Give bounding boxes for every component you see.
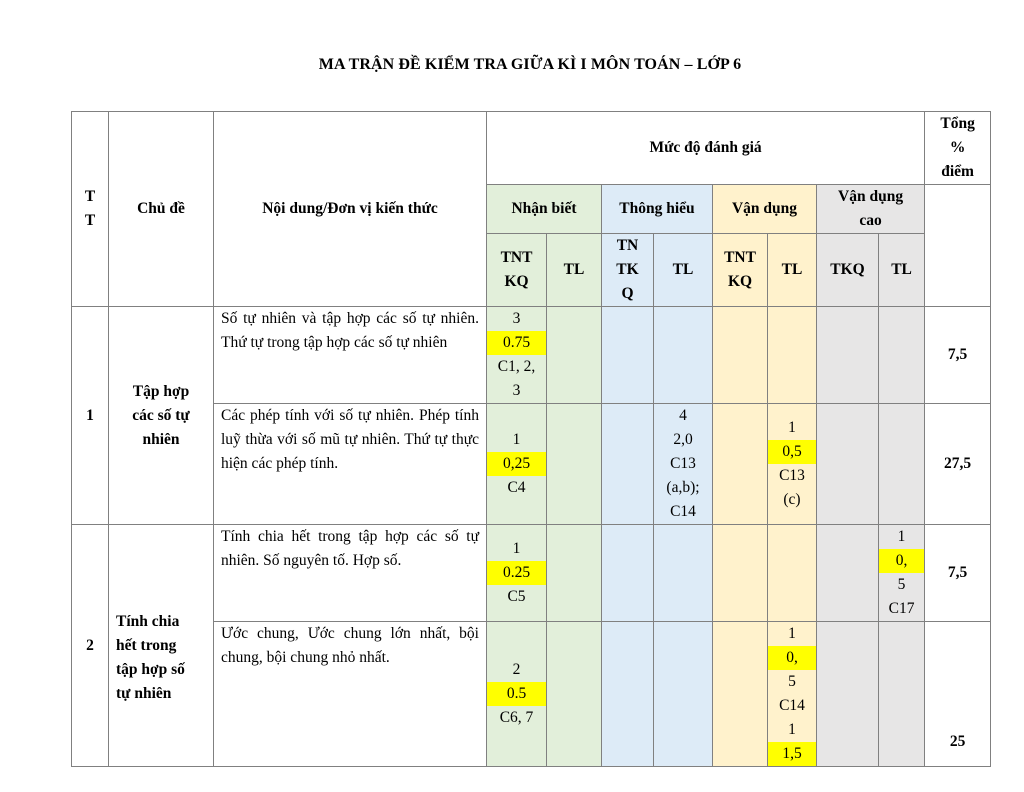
cell-vdc-tn — [817, 525, 879, 622]
row-content: Tính chia hết trong tập hợp các số tự nhiên. Số nguyên tố. Hợp số. — [214, 525, 487, 622]
cell-nb-tn: 2 0.5 C6, 7 — [487, 622, 547, 767]
header-van-dung: Vận dụng — [713, 185, 817, 234]
header-th-tn: TN TK Q — [602, 234, 654, 307]
header-nb-tl: TL — [547, 234, 602, 307]
cell-tong: 7,5 — [925, 307, 991, 404]
row-topic: Tập hợp các số tự nhiên — [109, 307, 214, 525]
cell-nb-tn: 1 0.25 C5 — [487, 525, 547, 622]
header-tong-spacer — [925, 185, 991, 307]
header-van-dung-cao: Vận dụng cao — [817, 185, 925, 234]
cell-vd-tl — [768, 307, 817, 404]
cell-th-tn — [602, 404, 654, 525]
cell-vdc-tl — [879, 404, 925, 525]
cell-th-tl — [654, 622, 713, 767]
cell-vdc-tl — [879, 307, 925, 404]
cell-nb-tl — [547, 307, 602, 404]
table-row — [72, 525, 991, 622]
cell-th-tn — [602, 525, 654, 622]
table-row — [72, 307, 991, 404]
cell-vd-tn — [713, 307, 768, 404]
cell-th-tn — [602, 307, 654, 404]
cell-th-tl — [654, 307, 713, 404]
header-vdc-tl: TL — [879, 234, 925, 307]
cell-vd-tn — [713, 404, 768, 525]
header-vdc-tn: TKQ — [817, 234, 879, 307]
cell-vdc-tn — [817, 404, 879, 525]
cell-tong: 7,5 — [925, 525, 991, 622]
row-content: Ước chung, Ước chung lớn nhất, bội chung, bội chung nhỏ nhất. — [214, 622, 487, 767]
cell-th-tn — [602, 622, 654, 767]
header-th-tl: TL — [654, 234, 713, 307]
cell-vdc-tl — [879, 622, 925, 767]
header-nb-tn: TNT KQ — [487, 234, 547, 307]
cell-vdc-tn — [817, 622, 879, 767]
header-noi-dung: Nội dung/Đơn vị kiến thức — [214, 112, 487, 307]
header-tong: Tổng % điểm — [925, 112, 991, 185]
row-content: Các phép tính với số tự nhiên. Phép tính luỹ thừa với số mũ tự nhiên. Thứ tự thực hiện các phép tính. — [214, 404, 487, 525]
header-thong-hieu: Thông hiểu — [602, 185, 713, 234]
assessment-matrix-table — [71, 111, 991, 767]
header-tt: T T — [72, 112, 109, 307]
cell-tong: 25 — [925, 622, 991, 767]
header-chu-de: Chủ đề — [109, 112, 214, 307]
cell-nb-tl — [547, 525, 602, 622]
cell-nb-tn: 3 0.75 C1, 2, 3 — [487, 307, 547, 404]
header-vd-tn: TNT KQ — [713, 234, 768, 307]
cell-vdc-tn — [817, 307, 879, 404]
cell-vd-tn — [713, 622, 768, 767]
cell-nb-tl — [547, 404, 602, 525]
cell-tong: 27,5 — [925, 404, 991, 525]
header-muc-do: Mức độ đánh giá — [487, 112, 925, 185]
header-vd-tl: TL — [768, 234, 817, 307]
cell-nb-tn: 1 0,25 C4 — [487, 404, 547, 525]
cell-vd-tn — [713, 525, 768, 622]
page-title: MA TRẬN ĐỀ KIỂM TRA GIỮA KÌ I MÔN TOÁN – LỚP 6 — [318, 56, 742, 73]
cell-vd-tl: 1 0,5 C13 (c) — [768, 404, 817, 525]
cell-th-tl: 4 2,0 C13 (a,b); C14 — [654, 404, 713, 525]
header-nhan-biet: Nhận biết — [487, 185, 602, 234]
row-content: Số tự nhiên và tập hợp các số tự nhiên. Thứ tự trong tập hợp các số tự nhiên — [214, 307, 487, 404]
row-topic: Tính chia hết trong tập hợp số tự nhiên — [109, 525, 214, 767]
cell-vd-tl — [768, 525, 817, 622]
row-tt: 1 — [72, 307, 109, 525]
cell-nb-tl — [547, 622, 602, 767]
cell-vd-tl: 1 0, 5 C14 1 1,5 — [768, 622, 817, 767]
cell-th-tl — [654, 525, 713, 622]
row-tt: 2 — [72, 525, 109, 767]
cell-vdc-tl: 1 0, 5 C17 — [879, 525, 925, 622]
